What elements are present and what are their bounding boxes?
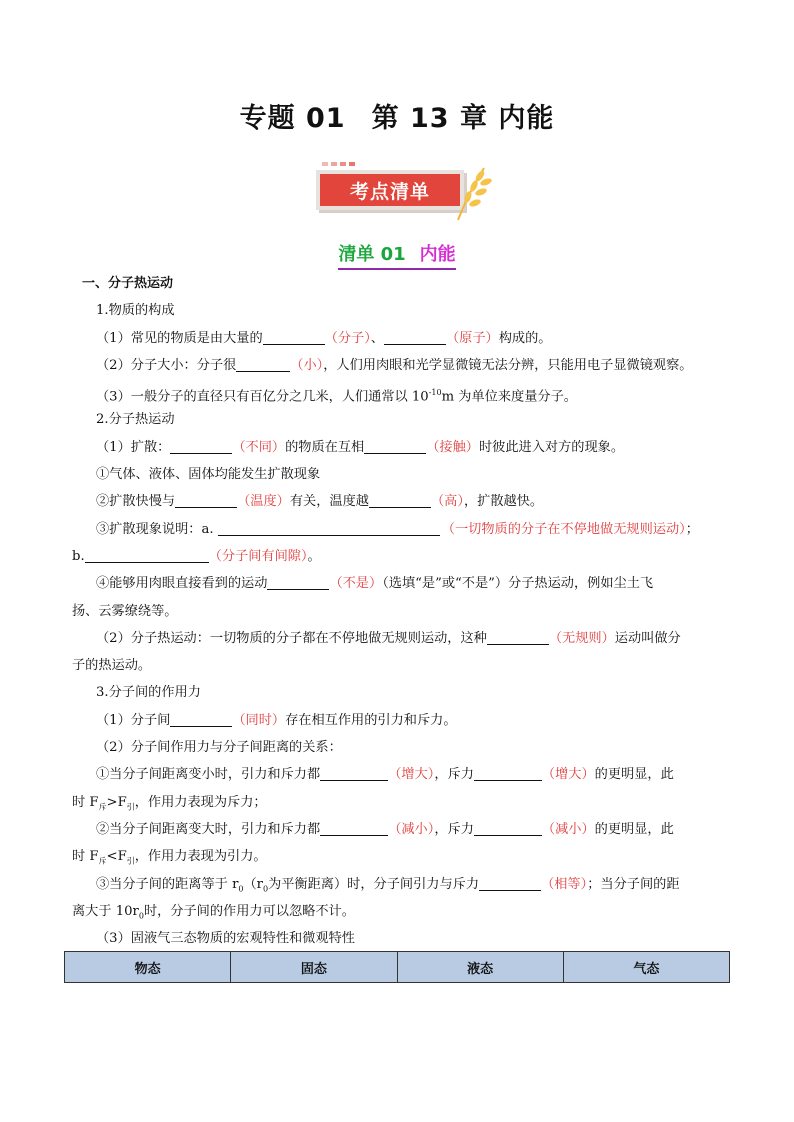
section-topic: 内能 bbox=[419, 244, 456, 265]
table-header-cell: 固态 bbox=[231, 952, 397, 983]
line-force-4-cont: 时 $F_斥<F_引$，作用力表现为引力。 bbox=[72, 849, 267, 866]
heading-molecular-motion: 一、分子热运动 bbox=[82, 276, 174, 291]
subheading-intermolecular-force: 3.分子间的作用力 bbox=[96, 685, 201, 701]
states-table bbox=[64, 951, 730, 983]
wheat-icon bbox=[450, 164, 492, 222]
page-title bbox=[0, 96, 794, 135]
title-part2: 第 13 章 内能 bbox=[371, 103, 555, 134]
line-force-3: ①当分子间距离变小时，引力和斥力都 （增大），斥力 （增大）的更明显，此 bbox=[96, 767, 674, 783]
table-header-cell: 物态 bbox=[65, 952, 231, 983]
line-structure-1: （1）常见的物质是由大量的 （分子）、 （原子）构成的。 bbox=[96, 330, 552, 346]
table-header-row bbox=[65, 952, 730, 983]
line-force-4: ②当分子间距离变大时，引力和斥力都 （减小），斥力 （减小）的更明显，此 bbox=[96, 821, 674, 837]
body-content bbox=[72, 270, 732, 952]
line-force-5: ③当分子间的距离等于 $r_0(r_0$为平衡距离）时，分子间引力与斥力 （相等）；当分子间的距 bbox=[96, 876, 680, 894]
section-heading bbox=[0, 240, 794, 270]
line-structure-2: （2）分子大小：分子很 （小），人们用肉眼和光学显微镜无法分辨，只能用电子显微镜观察。 bbox=[96, 357, 693, 373]
line-thermal-definition: （2）分子热运动：一切物质的分子都在不停地做无规则运动，这种 （无规则）运动叫做分 bbox=[96, 630, 681, 646]
subheading-thermal-motion: 2.分子热运动 bbox=[96, 412, 175, 428]
table-header-cell: 液态 bbox=[397, 952, 563, 983]
line-structure-3: （3）一般分子的直径只有百亿分之几米，人们通常以 $10^{-10}m$ 为单位来度量分子。 bbox=[96, 388, 577, 405]
section-number: 清单 01 bbox=[338, 244, 406, 265]
line-diffusion-3: ②扩散快慢与 （温度）有关，温度越 （高），扩散越快。 bbox=[96, 494, 544, 510]
line-visible-motion: ④能够用肉眼直接看到的运动 （不是）（选填“是”或“不是”）分子热运动，例如尘土飞 bbox=[96, 576, 654, 592]
subheading-structure: 1.物质的构成 bbox=[96, 303, 175, 319]
badge-label: 考点清单 bbox=[320, 174, 460, 206]
line-force-3-cont: 时 $F_斥>F_引$，作用力表现为斥力； bbox=[72, 794, 267, 812]
key-points-badge bbox=[316, 160, 486, 222]
line-diffusion-1: （1）扩散： （不同）的物质在互相 （接触）时彼此进入对方的现象。 bbox=[96, 439, 625, 455]
line-three-states: （3）固液气三态物质的宏观特性和微观特性 bbox=[96, 931, 355, 947]
line-diffusion-4: ③扩散现象说明：a. （一切物质的分子在不停地做无规则运动）； bbox=[96, 521, 699, 537]
decor-dots-icon bbox=[322, 160, 382, 168]
line-force-5-cont: 离大于 $10r_0$时，分子间的作用力可以忽略不计。 bbox=[72, 903, 355, 921]
line-force-1: （1）分子间 （同时）存在相互作用的引力和斥力。 bbox=[96, 712, 457, 728]
line-diffusion-5: b. （分子间有间隙）。 bbox=[72, 548, 321, 564]
line-force-2: （2）分子间作用力与分子间距离的关系： bbox=[96, 740, 342, 756]
line-diffusion-2: ①气体、液体、固体均能发生扩散现象 bbox=[96, 467, 321, 483]
line-thermal-definition-cont: 子的热运动。 bbox=[72, 658, 152, 674]
title-part1: 专题 01 bbox=[239, 103, 346, 134]
table-header-cell: 气态 bbox=[563, 952, 729, 983]
line-visible-motion-cont: 扬、云雾缭绕等。 bbox=[72, 603, 178, 619]
